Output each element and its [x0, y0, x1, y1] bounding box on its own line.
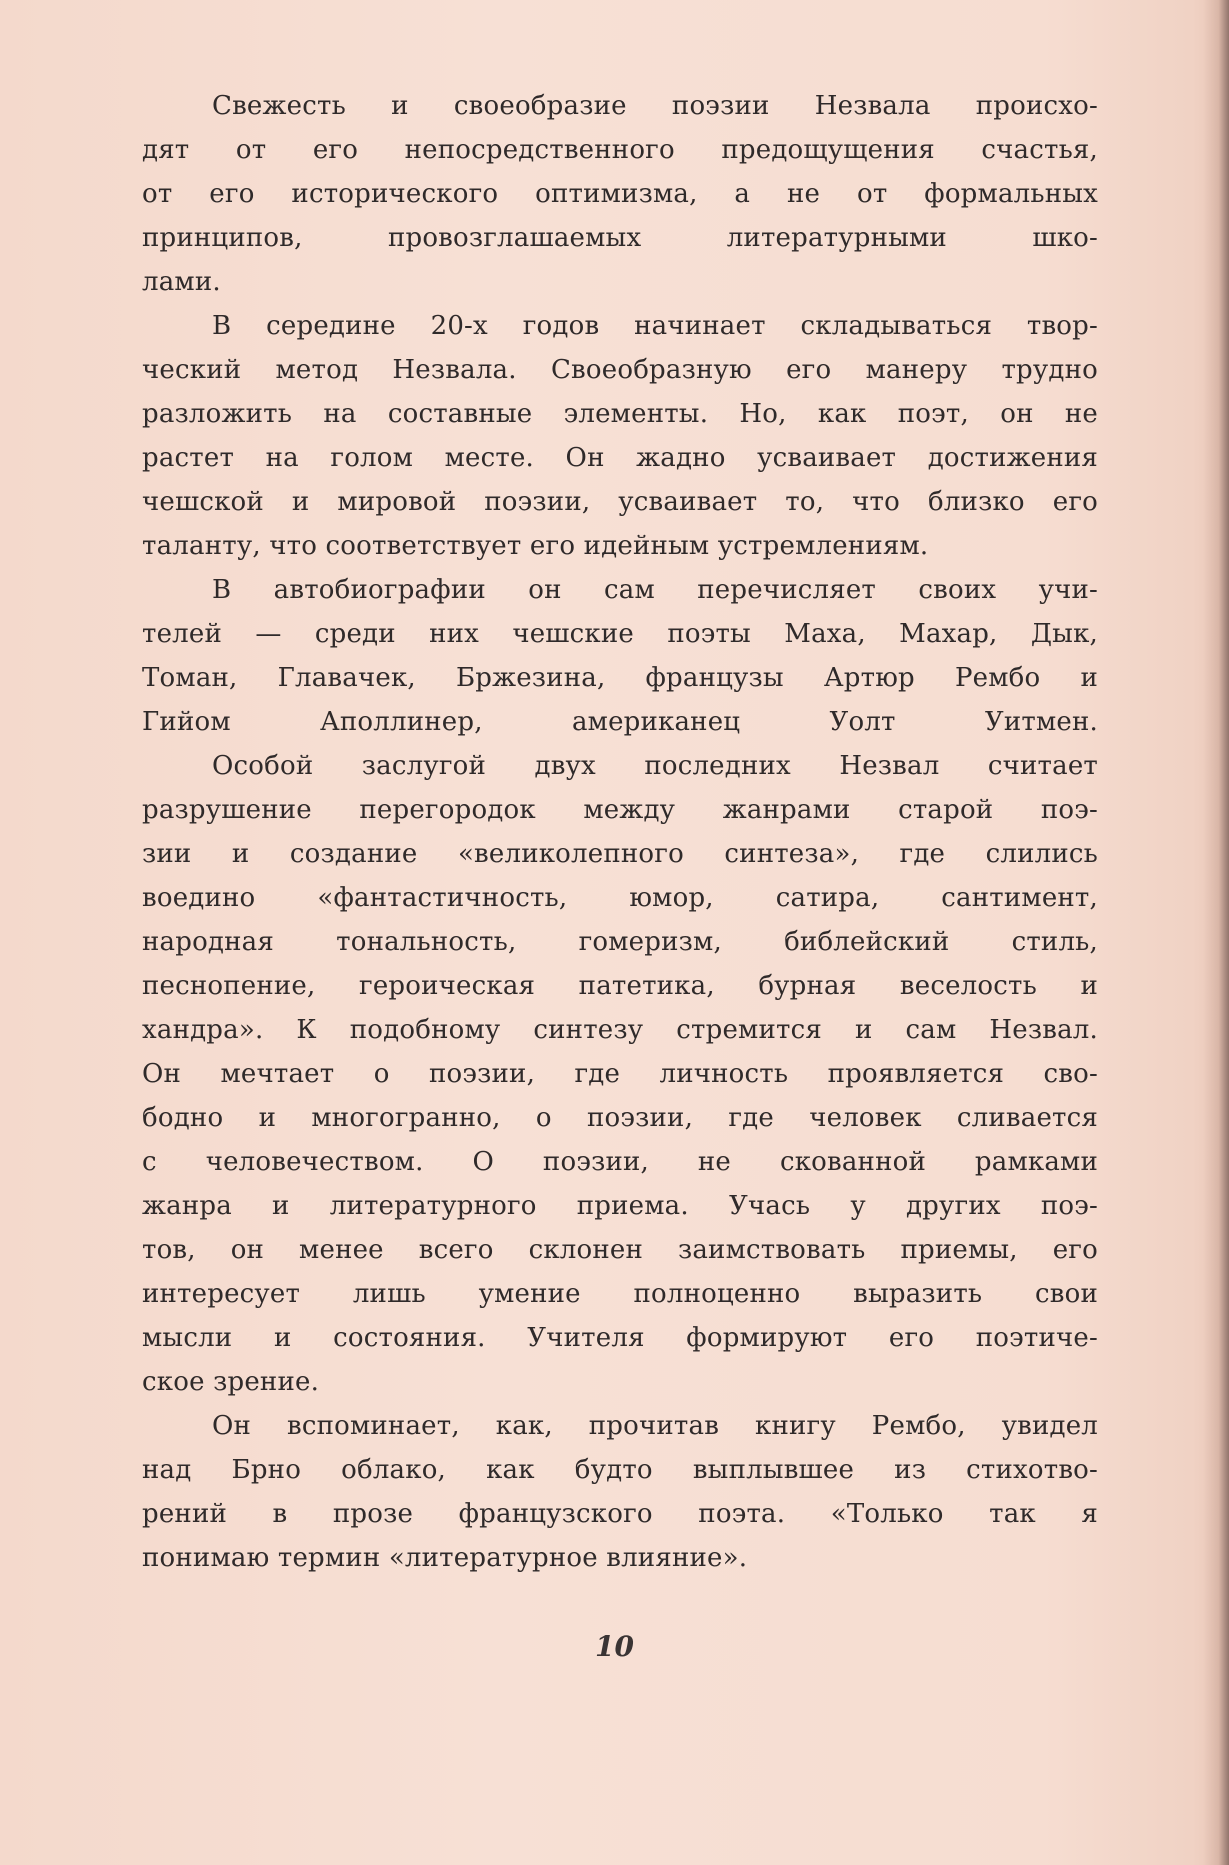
text-line: разложить на составные элементы. Но, как поэт, он не	[142, 399, 1098, 429]
text-line: В середине 20-х годов начинает складываться твор-	[212, 311, 1098, 341]
text-line: интересует лишь умение полноценно выразить свои	[142, 1279, 1098, 1309]
text-line: растет на голом месте. Он жадно усваивает достижения	[142, 443, 1098, 473]
text-line: Томан, Главачек, Бржезина, французы Артюр Рембо и	[142, 663, 1098, 693]
text-line: понимаю термин «литературное влияние».	[142, 1543, 748, 1573]
text-line: тов, он менее всего склонен заимствовать приемы, его	[142, 1235, 1098, 1265]
text-line: ческий метод Незвала. Своеобразную его манеру трудно	[142, 355, 1098, 385]
text-line: воедино «фантастичность, юмор, сатира, сантимент,	[142, 883, 1098, 913]
text-line: рений в прозе французского поэта. «Только так я	[142, 1499, 1098, 1529]
text-line: телей — среди них чешские поэты Маха, Махар, Дык,	[142, 619, 1098, 649]
text-line: песнопение, героическая патетика, бурная веселость и	[142, 971, 1098, 1001]
text-line: с человечеством. О поэзии, не скованной рамками	[142, 1147, 1098, 1177]
text-line: Он вспоминает, как, прочитав книгу Рембо, увидел	[212, 1411, 1098, 1441]
text-line: мысли и состояния. Учителя формируют его поэтиче-	[142, 1323, 1098, 1353]
text-line: чешской и мировой поэзии, усваивает то, что близко его	[142, 487, 1098, 517]
text-line: разрушение перегородок между жанрами старой поэ-	[142, 795, 1098, 825]
text-line: Гийом Аполлинер, американец Уолт Уитмен.	[142, 707, 1098, 737]
page-number: 10	[595, 1630, 634, 1663]
text-line: от его исторического оптимизма, а не от формальных	[142, 179, 1098, 209]
text-line: дят от его непосредственного предощущения счастья,	[142, 135, 1098, 165]
text-line: жанра и литературного приема. Учась у других поэ-	[142, 1191, 1098, 1221]
text-line: Он мечтает о поэзии, где личность проявляется сво-	[142, 1059, 1098, 1089]
text-line: зии и создание «великолепного синтеза», где слились	[142, 839, 1098, 869]
text-line: Особой заслугой двух последних Незвал считает	[212, 751, 1098, 781]
text-line: хандра». К подобному синтезу стремится и сам Незвал.	[142, 1015, 1098, 1045]
text-line: бодно и многогранно, о поэзии, где человек сливается	[142, 1103, 1098, 1133]
text-line: Свежесть и своеобразие поэзии Незвала происхо-	[212, 91, 1098, 121]
text-line: В автобиографии он сам перечисляет своих учи-	[212, 575, 1098, 605]
text-line: над Брно облако, как будто выплывшее из стихотво-	[142, 1455, 1098, 1485]
page-edge-shadow	[1203, 0, 1229, 1865]
text-line: таланту, что соответствует его идейным устремлениям.	[142, 531, 929, 561]
text-line: принципов, провозглашаемых литературными шко-	[142, 223, 1098, 253]
text-line: лами.	[142, 267, 221, 297]
text-line: ское зрение.	[142, 1367, 320, 1397]
body-text	[142, 84, 1098, 1580]
text-line: народная тональность, гомеризм, библейский стиль,	[142, 927, 1098, 957]
